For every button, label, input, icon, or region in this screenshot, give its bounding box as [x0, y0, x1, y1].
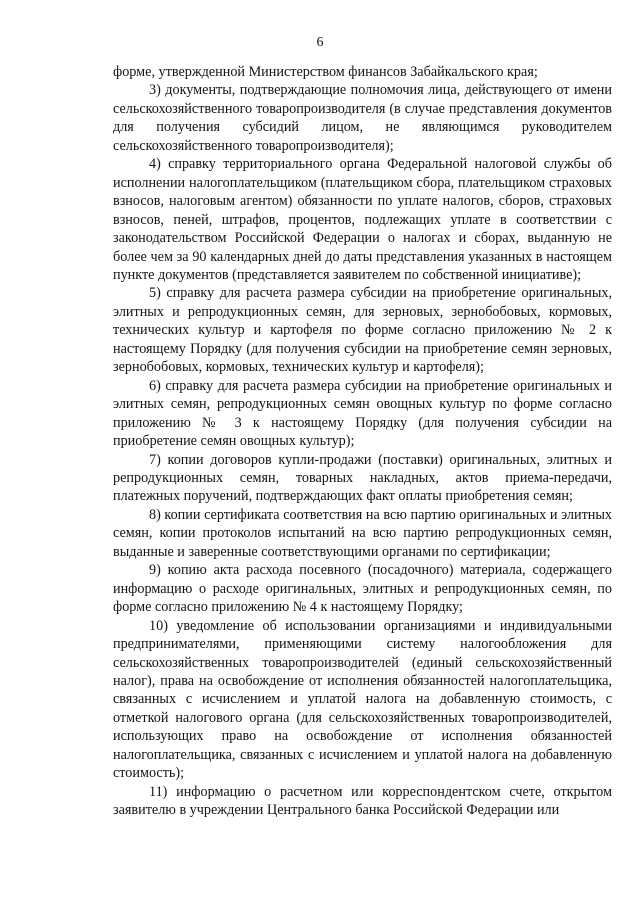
- list-item-8: 8) копии сертификата соответствия на всю партию оригинальных и элитных семян, копии протоколов испытаний на всю партию репродукционных семян, выданные и заверенные соответствующими органами по сертификации;: [113, 506, 612, 560]
- list-item-3: 3) документы, подтверждающие полномочия лица, действующего от имени сельскохозяйственного товаропроизводителя (в случае представления документов для получения субсидий лицом, не являющимся руководителем сельскохозяйственного товаропроизводителя);: [113, 82, 612, 154]
- list-item-6: 6) справку для расчета размера субсидии на приобретение оригинальных и элитных семян, репродукционных семян овощных культур по форме согласно приложению № 3 к настоящему Порядку (для получения субсидии на приобретение семян овощных культур);: [113, 377, 612, 450]
- page-number: 6: [316, 35, 324, 50]
- list-item-4: 4) справку территориального органа Федеральной налоговой службы об исполнении налогоплательщиком (плательщиком сбора, плательщиком страховых взносов, налоговым агентом) обязанности по уплате налогов, сборов, страховых взносов, пеней, штрафов, процентов, подлежащих уплате в соответствии с законодательством Российской Федерации о налогах и сборах, выданную не более чем за 90 календарных дней до даты представления указанных в настоящем пункте документов (представляется заявителем по собственной инициативе);: [113, 156, 612, 283]
- list-item-7: 7) копии договоров купли-продажи (поставки) оригинальных, элитных и репродукционных семян, товарных накладных, актов приема-передачи, платежных поручений, подтверждающих факт оплаты приобретения семян;: [113, 451, 612, 505]
- paragraph-continuation: форме, утвержденной Министерством финансов Забайкальского края;: [113, 64, 538, 80]
- list-item-9: 9) копию акта расхода посевного (посадочного) материала, содержащего информацию о расходе оригинальных, элитных и репродукционных семян, по форме согласно приложению № 4 к настоящему Порядку;: [113, 562, 612, 616]
- list-item-10: 10) уведомление об использовании организациями и индивидуальными предпринимателями, применяющими систему налогообложения для сельскохозяйственных товаропроизводителей (единый сельскохозяйственный налог), права на освобождение от исполнения обязанностей налогоплательщика, связанных с исчислением и уплатой налога на добавленную стоимость, с отметкой налогового органа (для сельскохозяйственных товаропроизводителей, использующих право на освобождение от исполнения обязанностей налогоплательщика, связанных с исчислением и уплатой налога на добавленную стоимость);: [113, 617, 612, 782]
- list-item-5: 5) справку для расчета размера субсидии на приобретение оригинальных, элитных и репродукционных семян, для зерновых, зернобобовых, кормовых, технических культур и картофеля по форме согласно приложению № 2 к настоящему Порядку (для получения субсидии на приобретение семян зерновых, зернобобовых, кормовых, технических культур и картофеля);: [113, 285, 612, 376]
- document-body: [113, 63, 612, 820]
- list-item-11: 11) информацию о расчетном или корреспондентском счете, открытом заявителю в учреждении Центрального банка Российской Федерации или: [113, 783, 612, 819]
